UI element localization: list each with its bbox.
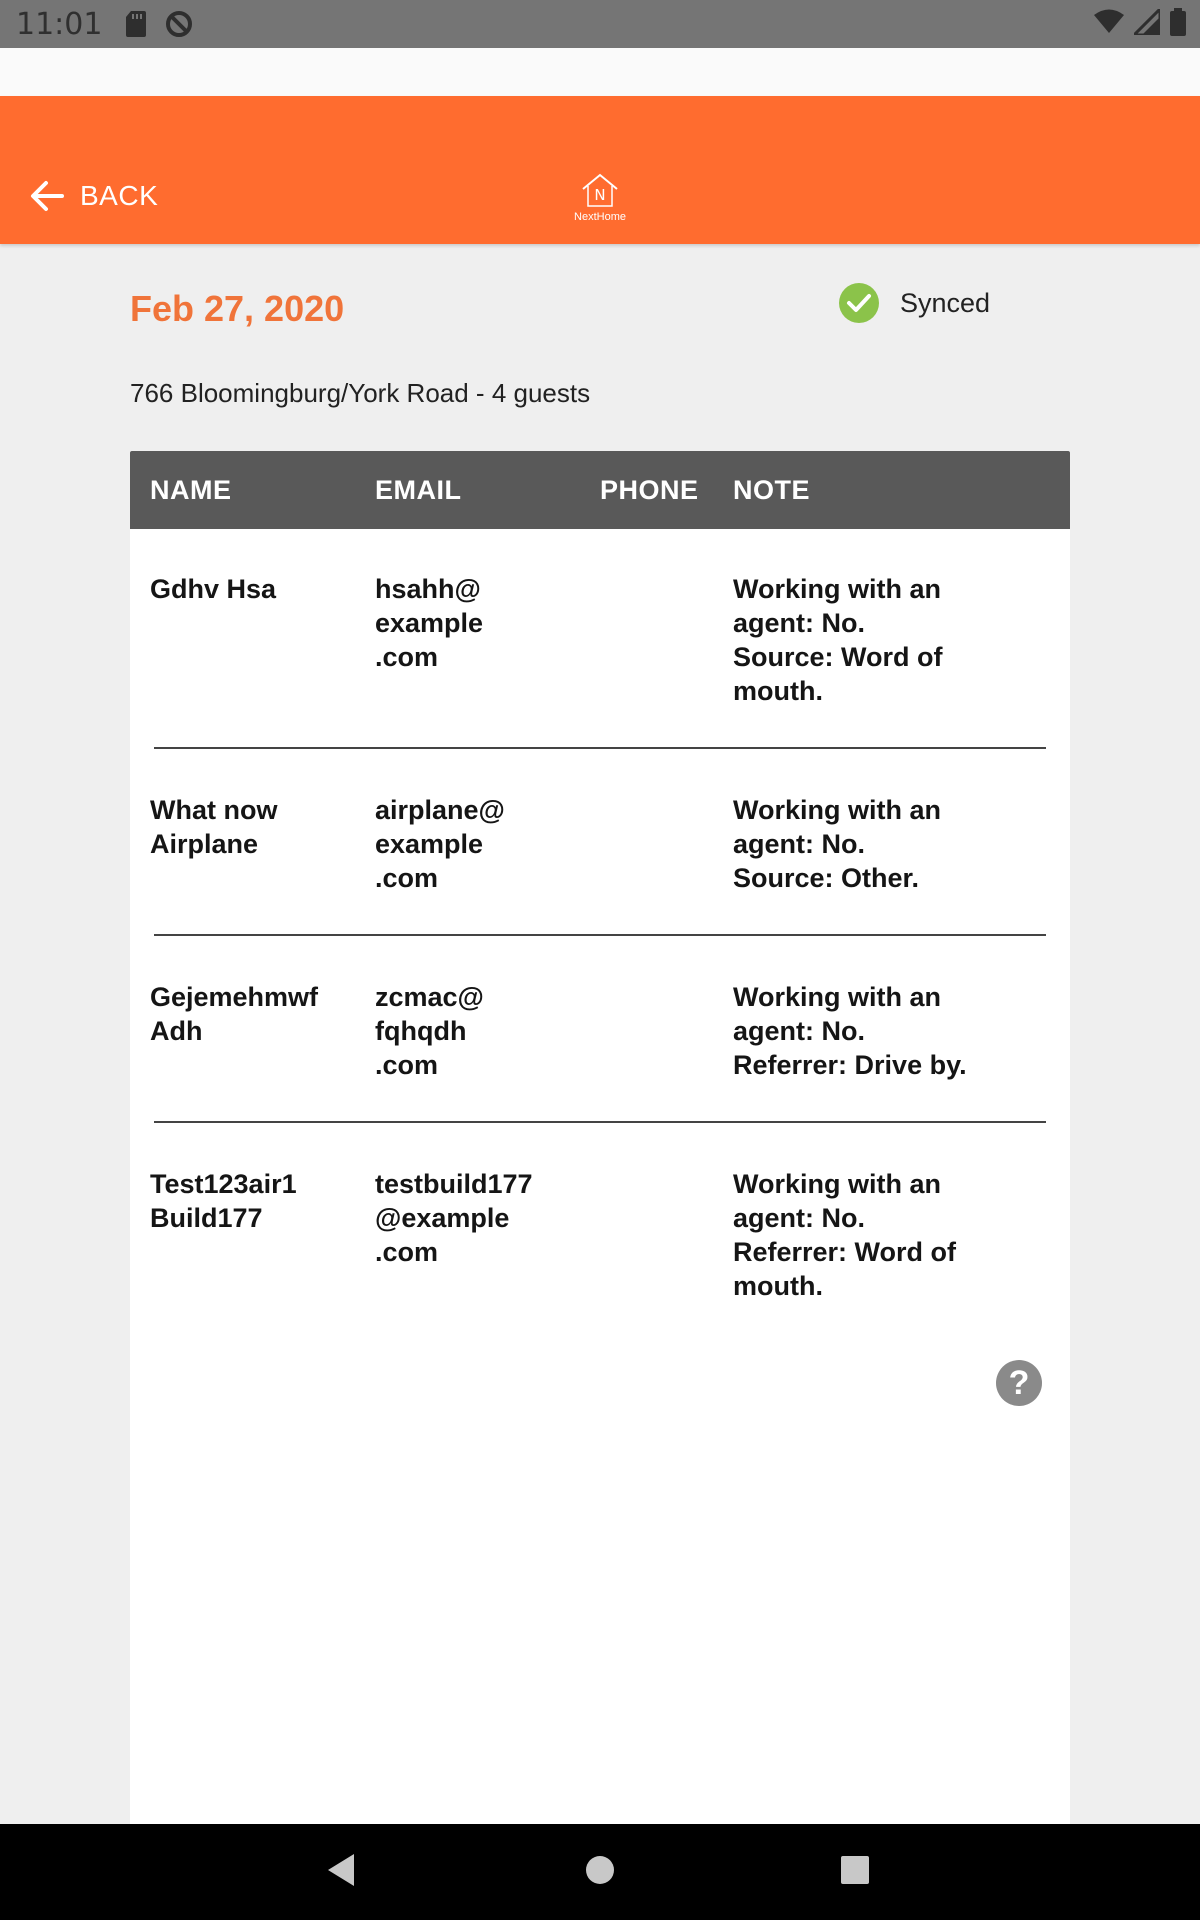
guest-note-line: mouth. [733, 1271, 823, 1301]
check-circle-icon [838, 282, 880, 324]
guest-email-line: example [375, 608, 484, 638]
nav-home-icon[interactable] [585, 1852, 615, 1888]
system-nav-bar [0, 1824, 1200, 1920]
guest-name-line: Gejemehmwf [150, 982, 319, 1012]
row-divider [154, 747, 1046, 749]
guest-name-line: What now [150, 795, 278, 825]
guest-email-line: .com [375, 1050, 439, 1080]
guest-note-line: agent: No. [733, 829, 865, 859]
guest-note [733, 980, 1053, 1082]
top-spacer [0, 48, 1200, 96]
guest-email-line: airplane@ [375, 795, 505, 825]
guest-email-line: hsahh@ [375, 574, 481, 604]
arrow-left-icon [28, 177, 66, 215]
guest-note-line: Source: Word of [733, 642, 943, 672]
status-time: 11:01 [16, 6, 103, 42]
column-header-phone: PHONE [600, 475, 699, 505]
back-button[interactable] [28, 176, 158, 216]
nav-recents-icon[interactable] [840, 1852, 870, 1888]
row-divider [154, 934, 1046, 936]
sd-card-icon [126, 11, 146, 37]
guest-email [375, 793, 575, 895]
column-header-note: NOTE [733, 475, 811, 505]
guest-note [733, 793, 1053, 895]
help-button[interactable] [996, 1360, 1042, 1406]
guest-note-line: Referrer: Word of [733, 1237, 957, 1267]
logo-text: NextHome [574, 211, 626, 223]
event-date: Feb 27, 2020 [130, 288, 345, 329]
guest-note-line: Working with an [733, 1169, 941, 1199]
guest-note-line: Referrer: Drive by. [733, 1050, 967, 1080]
guest-note-line: Working with an [733, 574, 941, 604]
guest-email-line: example [375, 829, 484, 859]
guest-name [150, 980, 360, 1048]
guest-email-line: .com [375, 1237, 439, 1267]
battery-icon [1170, 8, 1186, 36]
guest-note-line: mouth. [733, 676, 823, 706]
house-logo-icon [580, 172, 620, 210]
guest-email-line: @example [375, 1203, 510, 1233]
back-label: BACK [80, 180, 159, 211]
guest-note-line: Source: Other. [733, 863, 920, 893]
guest-name [150, 1167, 360, 1235]
nav-back-icon[interactable] [326, 1852, 356, 1888]
guest-email-line: .com [375, 642, 439, 672]
guest-table [130, 451, 1070, 1825]
guest-name-line: Airplane [150, 829, 259, 859]
signal-icon [1134, 9, 1160, 35]
guest-name-line: Adh [150, 1016, 203, 1046]
guest-name-line: Gdhv Hsa [150, 574, 277, 604]
guest-name-line: Build177 [150, 1203, 263, 1233]
sync-status-label: Synced [900, 287, 991, 318]
guest-email [375, 980, 575, 1082]
status-bar [0, 0, 1200, 48]
sync-disabled-icon [164, 9, 194, 39]
event-summary: 766 Bloomingburg/York Road - 4 guests [130, 378, 591, 408]
wifi-icon [1094, 9, 1124, 35]
guest-note-line: Working with an [733, 795, 941, 825]
guest-note [733, 572, 1053, 708]
nexthome-logo [565, 172, 635, 228]
column-header-email: EMAIL [375, 475, 462, 505]
sync-status [838, 282, 990, 324]
table-header [130, 451, 1070, 529]
guest-note-line: agent: No. [733, 608, 865, 638]
guest-note-line: agent: No. [733, 1016, 865, 1046]
guest-note-line: Working with an [733, 982, 941, 1012]
guest-note-line: agent: No. [733, 1203, 865, 1233]
svg-text:N: N [594, 186, 606, 204]
guest-name [150, 572, 360, 606]
guest-email [375, 1167, 575, 1269]
guest-name-line: Test123air1 [150, 1169, 297, 1199]
guest-name [150, 793, 360, 861]
guest-email-line: testbuild177 [375, 1169, 533, 1199]
app-header [0, 96, 1200, 244]
guest-email-line: .com [375, 863, 439, 893]
guest-email-line: zcmac@ [375, 982, 484, 1012]
help-icon: ? [1008, 1364, 1030, 1402]
guest-email [375, 572, 575, 674]
column-header-name: NAME [150, 475, 232, 505]
row-divider [154, 1121, 1046, 1123]
guest-email-line: fqhqdh [375, 1016, 467, 1046]
guest-note [733, 1167, 1053, 1303]
